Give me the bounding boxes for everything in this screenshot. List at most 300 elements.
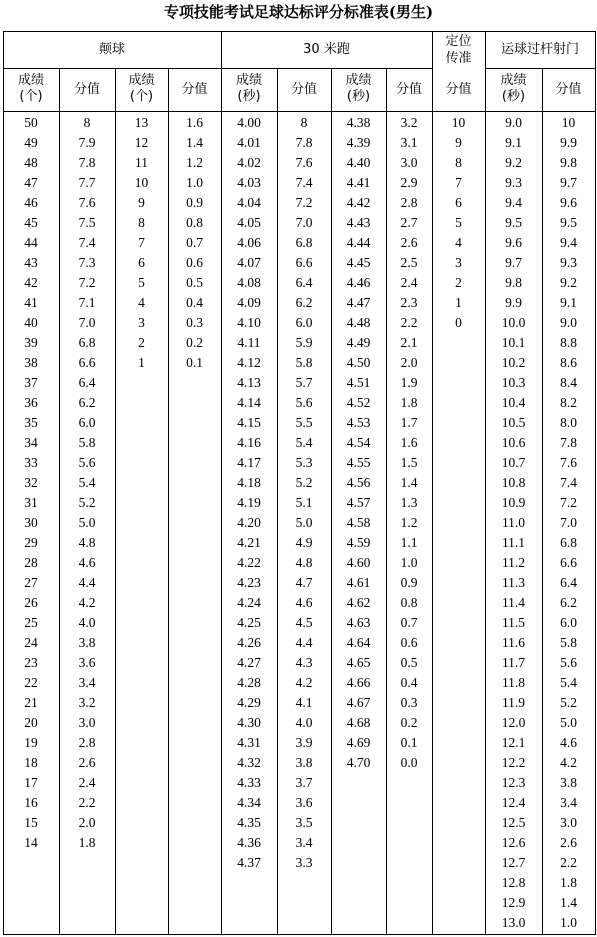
- table-cell: 5.9: [295, 335, 313, 350]
- table-cell: 5.4: [78, 475, 96, 490]
- table-cell: 10.1: [501, 335, 526, 350]
- table-cell: 3.3: [295, 855, 313, 870]
- table-cell: 4.01: [237, 135, 261, 150]
- table-cell: 1: [455, 295, 462, 310]
- table-cell: 4.24: [237, 595, 261, 610]
- table-cell: 4.17: [237, 455, 261, 470]
- table-cell: 4.41: [346, 175, 371, 190]
- table-cell: 5.2: [560, 695, 577, 710]
- table-cell: 2.8: [78, 735, 96, 750]
- table-cell: 4: [455, 235, 462, 250]
- table-cell: 4.70: [346, 755, 371, 770]
- table-cell: 12.1: [501, 735, 526, 750]
- table-cell: 11.8: [501, 675, 526, 690]
- table-cell: 4.16: [237, 435, 261, 450]
- table-cell: 2.0: [400, 355, 418, 370]
- table-cell: 0.8: [186, 215, 203, 230]
- table-cell: 7.6: [560, 455, 577, 470]
- table-cell: 4.5: [295, 615, 313, 630]
- table-cell: 4.61: [346, 575, 371, 590]
- table-cell: 8: [138, 215, 145, 230]
- table-cell: 24: [24, 635, 38, 650]
- table-cell: 27: [24, 575, 38, 590]
- table-cell: 4.00: [237, 115, 261, 130]
- table-cell: 5.8: [78, 435, 96, 450]
- table-cell: 4.18: [237, 475, 261, 490]
- table-cell: 2.3: [400, 295, 418, 310]
- table-cell: 8: [83, 115, 91, 130]
- table-cell: 11.9: [501, 695, 526, 710]
- group-header: 定位传准: [445, 34, 472, 66]
- table-cell: 4.6: [295, 595, 313, 610]
- table-cell: 6: [455, 195, 462, 210]
- table-cell: 9.0: [505, 115, 522, 130]
- table-cell: 12.3: [501, 775, 526, 790]
- table-cell: 5.0: [295, 515, 313, 530]
- table-cell: 3.8: [560, 775, 577, 790]
- table-cell: 0.2: [400, 715, 418, 730]
- column-header: 成绩(个): [17, 73, 44, 104]
- table-cell: 4.25: [237, 615, 261, 630]
- table-cell: 2.6: [78, 755, 96, 770]
- column-header: 成绩(秒): [235, 73, 262, 104]
- table-cell: 8: [300, 115, 308, 130]
- table-cell: 6.2: [295, 295, 313, 310]
- table-cell: 1.4: [560, 895, 577, 910]
- table-cell: 1.6: [400, 435, 418, 450]
- table-cell: 11.0: [501, 515, 526, 530]
- table-cell: 4.36: [237, 835, 261, 850]
- table-cell: 2.2: [78, 795, 96, 810]
- table-cell: 2.5: [400, 255, 418, 270]
- table-cell: 4.56: [346, 475, 371, 490]
- table-cell: 1.8: [78, 835, 96, 850]
- table-cell: 3.7: [295, 775, 313, 790]
- table-cell: 4.21: [237, 535, 261, 550]
- table-cell: 0.3: [186, 315, 203, 330]
- table-cell: 9.9: [560, 135, 577, 150]
- table-cell: 45: [24, 215, 38, 230]
- table-cell: 4.49: [346, 335, 371, 350]
- table-cell: 0.6: [186, 255, 203, 270]
- table-cell: 12.8: [501, 875, 526, 890]
- table-cell: 4.27: [237, 655, 261, 670]
- table-cell: 9.4: [560, 235, 577, 250]
- table-cell: 4.68: [346, 715, 371, 730]
- table-cell: 10.4: [501, 395, 526, 410]
- table-cell: 42: [24, 275, 38, 290]
- table-cell: 1.0: [400, 555, 418, 570]
- table-cell: 7.6: [78, 195, 96, 210]
- column-header: 成绩(秒): [500, 73, 527, 104]
- table-cell: 3.0: [560, 815, 577, 830]
- table-cell: 4.13: [237, 375, 261, 390]
- table-cell: 6.0: [560, 615, 577, 630]
- table-cell: 7.0: [78, 315, 96, 330]
- table-cell: 10.2: [501, 355, 526, 370]
- table-cell: 9.8: [560, 155, 577, 170]
- table-cell: 4.22: [237, 555, 261, 570]
- table-cell: 4.2: [560, 755, 577, 770]
- table-cell: 16: [24, 795, 38, 810]
- table-cell: 4.06: [237, 235, 261, 250]
- table-cell: 3.0: [78, 715, 96, 730]
- table-cell: 1.2: [186, 155, 203, 170]
- table-cell: 1: [138, 355, 145, 370]
- table-cell: 4.02: [237, 155, 261, 170]
- table-cell: 4.09: [237, 295, 261, 310]
- table-border-bottom: [3, 934, 596, 935]
- table-cell: 4.3: [295, 655, 313, 670]
- table-cell: 21: [24, 695, 38, 710]
- table-cell: 10: [134, 175, 149, 190]
- table-cell: 26: [24, 595, 38, 610]
- table-cell: 4.63: [346, 615, 371, 630]
- table-cell: 11.4: [501, 595, 526, 610]
- table-cell: 37: [24, 375, 38, 390]
- table-cell: 4.42: [346, 195, 371, 210]
- table-cell: 1.4: [186, 135, 203, 150]
- table-cell: 6.8: [295, 235, 313, 250]
- table-cell: 4.64: [346, 635, 371, 650]
- table-cell: 1.3: [400, 495, 418, 510]
- table-cell: 10.7: [501, 455, 526, 470]
- table-cell: 2.2: [560, 855, 577, 870]
- table-cell: 4.0: [78, 615, 96, 630]
- table-cell: 7: [138, 235, 145, 250]
- table-cell: 23: [24, 655, 38, 670]
- table-cell: 1.0: [560, 915, 577, 930]
- table-cell: 30: [24, 515, 38, 530]
- table-cell: 13.0: [501, 915, 526, 930]
- table-cell: 3: [138, 315, 145, 330]
- table-cell: 15: [24, 815, 38, 830]
- table-cell: 0.5: [400, 655, 418, 670]
- table-cell: 1.8: [400, 395, 418, 410]
- table-cell: 10.0: [501, 315, 526, 330]
- table-cell: 7.2: [560, 495, 577, 510]
- table-cell: 10.3: [501, 375, 526, 390]
- table-cell: 5: [455, 215, 462, 230]
- table-cell: 5.8: [295, 355, 313, 370]
- table-cell: 9: [455, 135, 462, 150]
- table-cell: 2: [455, 275, 462, 290]
- table-cell: 35: [24, 415, 38, 430]
- table-cell: 4.07: [237, 255, 261, 270]
- table-cell: 5.2: [78, 495, 96, 510]
- column-header: 成绩(个): [128, 73, 155, 104]
- table-cell: 6.6: [560, 555, 577, 570]
- table-cell: 3.4: [78, 675, 96, 690]
- table-cell: 4.31: [237, 735, 261, 750]
- table-cell: 5.1: [295, 495, 313, 510]
- table-cell: 49: [24, 135, 38, 150]
- table-cell: 4.35: [237, 815, 261, 830]
- table-cell: 1.7: [400, 415, 418, 430]
- table-cell: 1.4: [400, 475, 418, 490]
- table-cell: 10.5: [501, 415, 526, 430]
- table-cell: 4.57: [346, 495, 371, 510]
- table-cell: 8.6: [560, 355, 577, 370]
- table-cell: 12.9: [501, 895, 526, 910]
- table-cell: 9.0: [560, 315, 577, 330]
- table-cell: 6.6: [78, 355, 96, 370]
- table-cell: 7.3: [78, 255, 96, 270]
- table-cell: 0.4: [400, 675, 418, 690]
- table-cell: 6.8: [560, 535, 577, 550]
- table-cell: 6.2: [78, 395, 96, 410]
- column-header: 成绩(秒): [345, 73, 372, 104]
- table-cell: 33: [24, 455, 38, 470]
- table-cell: 4.43: [346, 215, 371, 230]
- table-cell: 10: [451, 115, 466, 130]
- table-cell: 4.2: [295, 675, 313, 690]
- table-cell: 7.8: [560, 435, 577, 450]
- table-cell: 5.7: [295, 375, 313, 390]
- table-cell: 4.4: [295, 635, 313, 650]
- table-cell: 3.1: [400, 135, 418, 150]
- table-cell: 5.5: [295, 415, 313, 430]
- table-cell: 4.58: [346, 515, 371, 530]
- table-cell: 5.0: [560, 715, 577, 730]
- table-cell: 5.3: [295, 455, 313, 470]
- table-cell: 3.4: [295, 835, 313, 850]
- table-cell: 1.9: [400, 375, 418, 390]
- table-cell: 20: [24, 715, 38, 730]
- table-cell: 4.38: [346, 115, 371, 130]
- column-header: 分值: [290, 82, 317, 97]
- table-cell: 5.0: [78, 515, 96, 530]
- table-cell: 1.8: [560, 875, 577, 890]
- table-cell: 4.67: [346, 695, 371, 710]
- table-cell: 4.66: [346, 675, 371, 690]
- table-cell: 0.6: [400, 635, 418, 650]
- table-cell: 4.8: [78, 535, 96, 550]
- table-cell: 34: [24, 435, 38, 450]
- table-cell: 4.59: [346, 535, 371, 550]
- table-cell: 4.55: [346, 455, 371, 470]
- table-cell: 10.6: [501, 435, 526, 450]
- table-cell: 5.6: [560, 655, 577, 670]
- table-cell: 11.1: [501, 535, 526, 550]
- table-cell: 4.45: [346, 255, 371, 270]
- table-cell: 5.4: [295, 435, 313, 450]
- table-cell: 4.52: [346, 395, 371, 410]
- table-cell: 4.39: [346, 135, 371, 150]
- table-cell: 18: [24, 755, 38, 770]
- table-cell: 5.2: [295, 475, 313, 490]
- table-cell: 9.9: [505, 295, 522, 310]
- table-cell: 1.6: [186, 115, 203, 130]
- group-header: 运球过杆射门: [500, 42, 579, 57]
- table-cell: 9.7: [505, 255, 522, 270]
- table-cell: 4.46: [346, 275, 371, 290]
- table-cell: 39: [24, 335, 38, 350]
- table-cell: 4.12: [237, 355, 261, 370]
- table-cell: 0.7: [400, 615, 418, 630]
- table-cell: 9.1: [505, 135, 522, 150]
- table-cell: 11.6: [501, 635, 526, 650]
- table-cell: 47: [24, 175, 38, 190]
- table-cell: 3: [455, 255, 462, 270]
- table-cell: 44: [24, 235, 38, 250]
- table-cell: 0.1: [186, 355, 203, 370]
- table-cell: 38: [24, 355, 38, 370]
- table-cell: 19: [24, 735, 38, 750]
- table-cell: 3.8: [78, 635, 96, 650]
- table-cell: 0.9: [400, 575, 418, 590]
- table-cell: 2.4: [400, 275, 418, 290]
- table-cell: 7.4: [295, 175, 313, 190]
- table-cell: 7.0: [295, 215, 313, 230]
- table-cell: 25: [24, 615, 38, 630]
- table-cell: 36: [24, 395, 38, 410]
- table-cell: 4.40: [346, 155, 371, 170]
- table-cell: 4.20: [237, 515, 261, 530]
- table-cell: 4.28: [237, 675, 261, 690]
- header-divider: [3, 111, 596, 112]
- table-cell: 4.65: [346, 655, 371, 670]
- table-cell: 4.08: [237, 275, 261, 290]
- table-cell: 9.8: [505, 275, 522, 290]
- table-cell: 6.4: [78, 375, 96, 390]
- table-cell: 5.6: [78, 455, 96, 470]
- table-cell: 7: [455, 175, 462, 190]
- table-cell: 7.2: [295, 195, 313, 210]
- table-cell: 7.8: [78, 155, 96, 170]
- table-cell: 0.7: [186, 235, 203, 250]
- table-cell: 9.6: [560, 195, 577, 210]
- table-cell: 4.2: [78, 595, 96, 610]
- column-header: 分值: [395, 82, 422, 97]
- table-cell: 3.0: [400, 155, 418, 170]
- table-cell: 4.4: [78, 575, 96, 590]
- table-cell: 11.7: [501, 655, 526, 670]
- column-header: 分值: [555, 82, 582, 97]
- table-cell: 6.8: [78, 335, 96, 350]
- table-cell: 9: [138, 195, 145, 210]
- table-cell: 12.5: [501, 815, 526, 830]
- table-cell: 29: [24, 535, 38, 550]
- table-cell: 7.9: [78, 135, 96, 150]
- table-cell: 4.6: [78, 555, 96, 570]
- table-cell: 12.0: [501, 715, 526, 730]
- table-cell: 5.4: [560, 675, 577, 690]
- table-cell: 1.0: [186, 175, 203, 190]
- table-cell: 31: [24, 495, 38, 510]
- table-cell: 7.0: [560, 515, 577, 530]
- table-cell: 9.3: [560, 255, 577, 270]
- table-cell: 4.37: [237, 855, 261, 870]
- table-cell: 12.7: [501, 855, 526, 870]
- group-header: 颠球: [98, 42, 125, 57]
- table-cell: 17: [24, 775, 38, 790]
- table-cell: 7.7: [78, 175, 96, 190]
- table-cell: 11: [135, 155, 148, 170]
- table-cell: 0.5: [186, 275, 203, 290]
- table-cell: 8.8: [560, 335, 577, 350]
- column-header: 分值: [445, 82, 472, 97]
- table-cell: 28: [24, 555, 38, 570]
- table-cell: 4.32: [237, 755, 261, 770]
- table-cell: 2: [138, 335, 145, 350]
- table-cell: 22: [24, 675, 38, 690]
- table-cell: 4.0: [295, 715, 313, 730]
- table-cell: 7.6: [295, 155, 313, 170]
- table-cell: 9.3: [505, 175, 522, 190]
- table-cell: 12.4: [501, 795, 526, 810]
- table-cell: 8.0: [560, 415, 577, 430]
- table-cell: 41: [24, 295, 38, 310]
- table-cell: 4.69: [346, 735, 371, 750]
- table-cell: 48: [24, 155, 38, 170]
- column-divider: [595, 31, 596, 935]
- table-cell: 4.04: [237, 195, 261, 210]
- table-cell: 11.5: [501, 615, 526, 630]
- table-cell: 9.6: [505, 235, 522, 250]
- table-cell: 2.7: [400, 215, 418, 230]
- table-cell: 9.5: [505, 215, 522, 230]
- table-cell: 0.9: [186, 195, 203, 210]
- table-cell: 3.2: [78, 695, 96, 710]
- table-cell: 4.05: [237, 215, 261, 230]
- table-cell: 8.4: [560, 375, 577, 390]
- table-cell: 9.5: [560, 215, 577, 230]
- table-cell: 4.50: [346, 355, 371, 370]
- table-cell: 9.2: [560, 275, 577, 290]
- table-cell: 4.34: [237, 795, 261, 810]
- table-cell: 6: [138, 255, 145, 270]
- table-cell: 4.54: [346, 435, 371, 450]
- table-cell: 2.9: [400, 175, 418, 190]
- table-cell: 0.4: [186, 295, 203, 310]
- table-cell: 2.1: [400, 335, 418, 350]
- group-header: 30 米跑: [303, 42, 350, 57]
- table-cell: 4.33: [237, 775, 261, 790]
- table-cell: 4.15: [237, 415, 261, 430]
- table-cell: 0.3: [400, 695, 418, 710]
- table-cell: 7.4: [78, 235, 96, 250]
- table-cell: 6.4: [295, 275, 313, 290]
- table-cell: 6.0: [295, 315, 313, 330]
- table-cell: 4.6: [560, 735, 577, 750]
- table-cell: 6.6: [295, 255, 313, 270]
- table-cell: 12.6: [501, 835, 526, 850]
- table-cell: 6.0: [78, 415, 96, 430]
- table-cell: 4.60: [346, 555, 371, 570]
- table-cell: 12.2: [501, 755, 526, 770]
- table-cell: 10.9: [501, 495, 526, 510]
- table-cell: 4.29: [237, 695, 261, 710]
- table-cell: 4.44: [346, 235, 371, 250]
- table-cell: 4.7: [295, 575, 313, 590]
- table-cell: 4.23: [237, 575, 261, 590]
- table-cell: 4.1: [295, 695, 313, 710]
- table-cell: 4.19: [237, 495, 261, 510]
- table-cell: 8.2: [560, 395, 577, 410]
- table-cell: 3.9: [295, 735, 313, 750]
- table-cell: 4.62: [346, 595, 371, 610]
- table-cell: 0: [455, 315, 462, 330]
- table-cell: 43: [24, 255, 38, 270]
- table-cell: 8: [455, 155, 462, 170]
- table-cell: 13: [134, 115, 149, 130]
- table-cell: 3.2: [400, 115, 418, 130]
- table-cell: 7.5: [78, 215, 96, 230]
- table-cell: 3.8: [295, 755, 313, 770]
- table-cell: 3.6: [295, 795, 313, 810]
- table-cell: 32: [24, 475, 38, 490]
